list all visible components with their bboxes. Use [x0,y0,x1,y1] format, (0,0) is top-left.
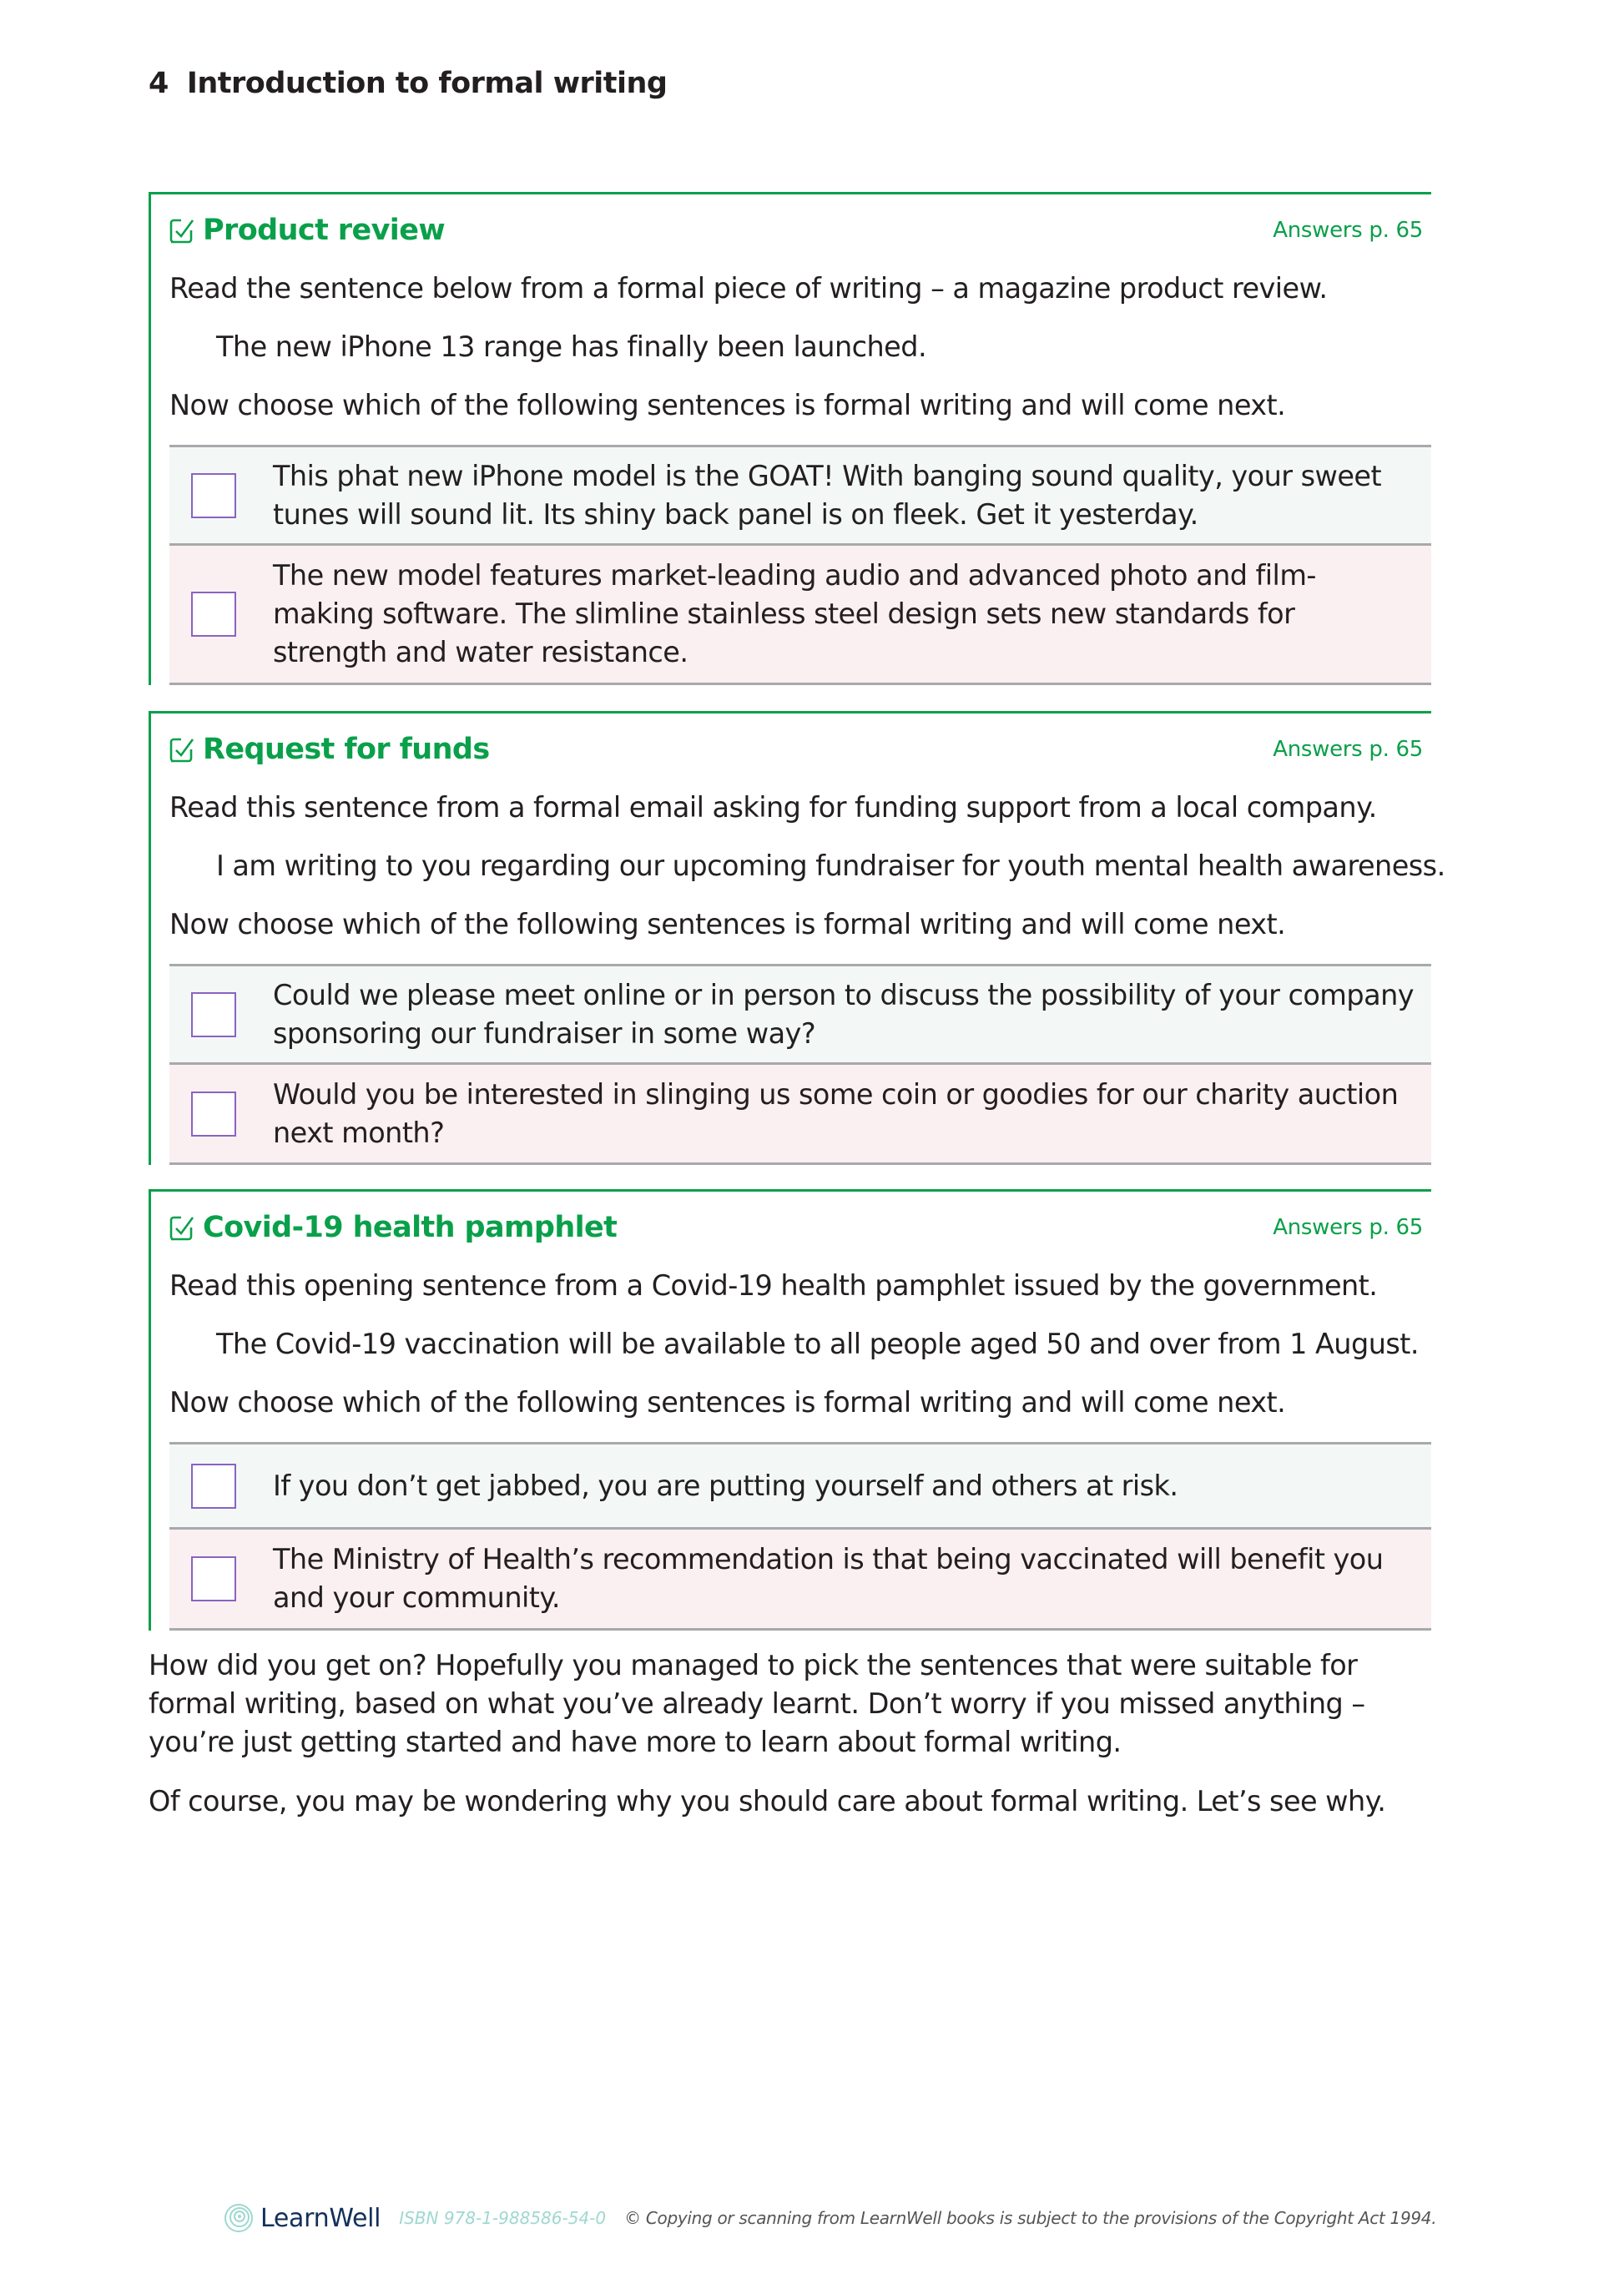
checkbox-tick-icon [169,217,194,244]
option-checkbox[interactable] [191,473,236,518]
answers-reference: Answers p. 65 [1273,1215,1423,1240]
exercise-title [169,214,445,247]
exercise-body [151,789,1445,1165]
exercise-header [151,713,1431,770]
option-text: The new model features market-leading audio and advanced photo and film-making software. The slimline stainless steel design sets new standards for strength and water resistance. [273,559,1316,668]
answers-reference: Answers p. 65 [1273,218,1423,243]
closing-paragraph: How did you get on? Hopefully you managed to pick the sentences that were suitable for formal writing, based on what you’ve already learnt. Don’t worry if you missed anything – you’re just getting started and have more to learn about formal writing. [149,1649,1365,1758]
option-text: The Ministry of Health’s recommendation is that being vaccinated will benefit you and your community. [273,1543,1384,1614]
exercise-quote: The Covid-19 vaccination will be available to all people aged 50 and over from 1 August. [216,1328,1419,1360]
answers-reference: Answers p. 65 [1273,737,1423,762]
exercise-instruction: Now choose which of the following sentences is formal writing and will come next. [169,908,1286,940]
exercise-quote: The new iPhone 13 range has finally been launched. [216,330,927,363]
options-list [169,964,1431,1165]
option-row[interactable] [169,546,1431,685]
footer-copyright: © Copying or scanning from LearnWell books is subject to the provisions of the Copyright Act 1994. [624,2208,1437,2228]
option-checkbox[interactable] [191,1092,236,1137]
checkbox-tick-icon [169,736,194,763]
option-row[interactable] [169,1530,1431,1631]
page-number: 4 [149,67,169,100]
exercise-body [151,270,1431,685]
exercise-instruction: Now choose which of the following sentences is formal writing and will come next. [169,389,1286,421]
option-row[interactable] [169,1065,1431,1165]
exercise-quote: I am writing to you regarding our upcoming fundraiser for youth mental health awareness. [216,850,1445,882]
exercise-intro: Read the sentence below from a formal piece of writing – a magazine product review. [169,272,1328,305]
exercise-covid-pamphlet [149,1189,1431,1631]
spiral-logo-icon [224,2203,254,2233]
option-row[interactable] [169,1444,1431,1530]
exercise-header [151,1192,1431,1248]
exercise-intro: Read this sentence from a formal email asking for funding support from a local company. [169,791,1377,824]
option-text: Would you be interested in slinging us some coin or goodies for our charity auction next month? [273,1077,1399,1149]
page-header [149,67,667,100]
footer [224,2203,1436,2233]
option-row[interactable] [169,966,1431,1065]
option-text: This phat new iPhone model is the GOAT! With banging sound quality, your sweet tunes will sound lit. Its shiny back panel is on fleek. Get it yesterday. [273,459,1382,531]
chapter-title: Introduction to formal writing [186,67,668,100]
option-checkbox[interactable] [191,592,236,637]
option-checkbox[interactable] [191,1464,236,1509]
exercise-title-text: Product review [203,214,446,247]
exercise-title-text: Request for funds [203,733,490,766]
option-row[interactable] [169,447,1431,546]
closing-paragraph: Of course, you may be wondering why you should care about formal writing. Let’s see why. [149,1785,1386,1818]
options-list [169,1442,1431,1631]
exercise-title [169,1211,617,1244]
exercise-title-text: Covid-19 health pamphlet [203,1211,618,1244]
option-text: Could we please meet online or in person to discuss the possibility of your company sponsoring our fundraiser in some way? [273,978,1415,1050]
options-list [169,445,1431,685]
exercise-intro: Read this opening sentence from a Covid-19 health pamphlet issued by the government. [169,1269,1378,1302]
exercise-request-for-funds [149,711,1445,1165]
exercise-product-review [149,192,1431,685]
exercise-title [169,733,490,766]
option-checkbox[interactable] [191,992,236,1037]
option-checkbox[interactable] [191,1556,236,1601]
exercise-instruction: Now choose which of the following sentences is formal writing and will come next. [169,1386,1286,1419]
exercise-body [151,1267,1431,1631]
option-text: If you don’t get jabbed, you are putting yourself and others at risk. [273,1469,1178,1502]
footer-isbn: ISBN 978-1-988586-54-0 [399,2208,607,2228]
checkbox-tick-icon [169,1214,194,1241]
footer-brand: LearnWell [260,2203,381,2233]
exercise-header [151,194,1431,251]
